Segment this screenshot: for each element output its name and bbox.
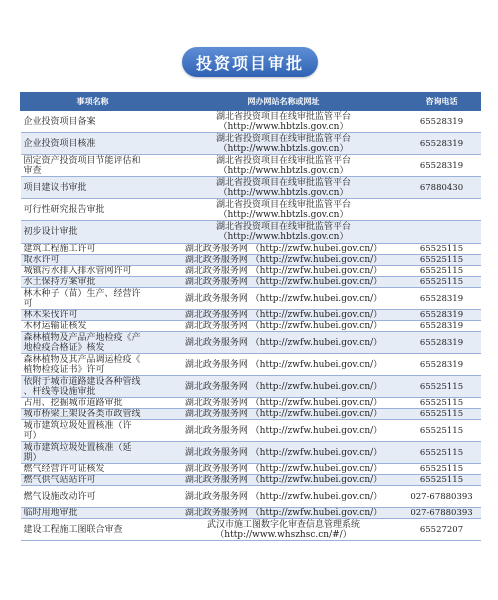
table-row bbox=[21, 332, 481, 354]
phone-cell: 65525115 bbox=[403, 475, 481, 486]
phone-cell: 65525115 bbox=[403, 442, 481, 464]
website-cell: 湖北政务服务网 （http://zwfw.hubei.gov.cn/） bbox=[165, 508, 403, 519]
table-row bbox=[21, 310, 481, 321]
table-row bbox=[21, 111, 481, 133]
website-cell: 湖北政务服务网 （http://zwfw.hubei.gov.cn/） bbox=[165, 244, 403, 255]
table-body bbox=[21, 111, 481, 541]
phone-cell bbox=[403, 199, 481, 221]
website-cell: 湖北省投资项目在线审批监管平台 （http://www.hbtzls.gov.cn） bbox=[165, 221, 403, 244]
table-row bbox=[21, 244, 481, 255]
table-row bbox=[21, 155, 481, 177]
item-name-cell: 燃气供气站站许可 bbox=[21, 475, 165, 486]
item-name-cell: 燃气设施改动许可 bbox=[21, 486, 165, 508]
table-row bbox=[21, 133, 481, 155]
phone-cell: 65525115 bbox=[403, 398, 481, 409]
website-cell: 武汉市施工图数字化审查信息管理系统 （http://www.whszhsc.cn/#/） bbox=[165, 519, 403, 541]
website-cell: 湖北政务服务网 （http://zwfw.hubei.gov.cn/） bbox=[165, 420, 403, 442]
website-cell: 湖北省投资项目在线审批监管平台 （http://www.hbtzls.gov.cn） bbox=[165, 177, 403, 199]
website-cell: 湖北省投资项目在线审批监管平台 （http://www.hbtzls.gov.cn） bbox=[165, 155, 403, 177]
table-row bbox=[21, 199, 481, 221]
phone-cell bbox=[403, 221, 481, 244]
table-row bbox=[21, 420, 481, 442]
phone-cell: 67880430 bbox=[403, 177, 481, 199]
item-name-cell: 城镇污水排入排水管网许可 bbox=[21, 266, 165, 277]
item-name-cell: 林木种子（苗）生产、经营许 可 bbox=[21, 288, 165, 310]
phone-cell: 65525115 bbox=[403, 277, 481, 288]
website-cell: 湖北政务服务网 （http://zwfw.hubei.gov.cn/） bbox=[165, 255, 403, 266]
table-row bbox=[21, 486, 481, 508]
table-row bbox=[21, 376, 481, 398]
phone-cell: 65525115 bbox=[403, 255, 481, 266]
phone-cell: 65528319 bbox=[403, 133, 481, 155]
website-cell: 湖北政务服务网 （http://zwfw.hubei.gov.cn/） bbox=[165, 376, 403, 398]
item-name-cell: 森林植物及其产品调运检疫《 植物检疫证书》许可 bbox=[21, 354, 165, 376]
website-cell: 湖北政务服务网 （http://zwfw.hubei.gov.cn/） bbox=[165, 398, 403, 409]
phone-cell: 65525115 bbox=[403, 376, 481, 398]
website-cell: 湖北政务服务网 （http://zwfw.hubei.gov.cn/） bbox=[165, 354, 403, 376]
website-cell: 湖北省投资项目在线审批监管平台 （http://www.hbtzls.gov.cn） bbox=[165, 199, 403, 221]
header-item-name: 事项名称 bbox=[21, 93, 165, 111]
table-row bbox=[21, 398, 481, 409]
item-name-cell: 城市建筑垃圾处置核准（许 可） bbox=[21, 420, 165, 442]
phone-cell: 65528319 bbox=[403, 332, 481, 354]
phone-cell: 65528319 bbox=[403, 111, 481, 133]
phone-cell: 027-67880393 bbox=[403, 508, 481, 519]
table-row bbox=[21, 508, 481, 519]
item-name-cell: 初步设计审批 bbox=[21, 221, 165, 244]
table-row bbox=[21, 475, 481, 486]
phone-cell: 65525115 bbox=[403, 464, 481, 475]
item-name-cell: 占用、挖掘城市道路审批 bbox=[21, 398, 165, 409]
table-row bbox=[21, 442, 481, 464]
table-row bbox=[21, 354, 481, 376]
table-row bbox=[21, 464, 481, 475]
item-name-cell: 城市桥梁上架设各类市政管线 bbox=[21, 409, 165, 420]
item-name-cell: 水土保持方案审批 bbox=[21, 277, 165, 288]
phone-cell: 65527207 bbox=[403, 519, 481, 541]
phone-cell: 65528319 bbox=[403, 321, 481, 332]
phone-cell: 027-67880393 bbox=[403, 486, 481, 508]
table-row bbox=[21, 409, 481, 420]
table-row bbox=[21, 277, 481, 288]
approval-table bbox=[20, 92, 481, 541]
table-row bbox=[21, 221, 481, 244]
website-cell: 湖北政务服务网 （http://zwfw.hubei.gov.cn/） bbox=[165, 409, 403, 420]
item-name-cell: 建设工程施工图联合审查 bbox=[21, 519, 165, 541]
table-row bbox=[21, 266, 481, 277]
website-cell: 湖北政务服务网 （http://zwfw.hubei.gov.cn/） bbox=[165, 310, 403, 321]
table-row bbox=[21, 519, 481, 541]
item-name-cell: 固定资产投资项目节能评估和 审查 bbox=[21, 155, 165, 177]
website-cell: 湖北政务服务网 （http://zwfw.hubei.gov.cn/） bbox=[165, 266, 403, 277]
phone-cell: 65525115 bbox=[403, 420, 481, 442]
table-row bbox=[21, 177, 481, 199]
table-row bbox=[21, 255, 481, 266]
item-name-cell: 企业投资项目备案 bbox=[21, 111, 165, 133]
phone-cell: 65528319 bbox=[403, 354, 481, 376]
website-cell: 湖北省投资项目在线审批监管平台 （http://www.hbtzls.gov.cn） bbox=[165, 133, 403, 155]
item-name-cell: 企业投资项目核准 bbox=[21, 133, 165, 155]
item-name-cell: 林木采伐许可 bbox=[21, 310, 165, 321]
item-name-cell: 森林植物及产品产地检疫《产 地检疫合格证》核发 bbox=[21, 332, 165, 354]
item-name-cell: 建筑工程施工许可 bbox=[21, 244, 165, 255]
page-title: 投资项目审批 bbox=[182, 47, 318, 77]
item-name-cell: 取水许可 bbox=[21, 255, 165, 266]
website-cell: 湖北政务服务网 （http://zwfw.hubei.gov.cn/） bbox=[165, 277, 403, 288]
phone-cell: 65525115 bbox=[403, 266, 481, 277]
phone-cell: 65528319 bbox=[403, 310, 481, 321]
item-name-cell: 燃气经营许可证核发 bbox=[21, 464, 165, 475]
item-name-cell: 可行性研究报告审批 bbox=[21, 199, 165, 221]
item-name-cell: 城市建筑垃圾处置核准（延 期） bbox=[21, 442, 165, 464]
item-name-cell: 木材运输证核发 bbox=[21, 321, 165, 332]
header-website: 网办网站名称或网址 bbox=[165, 93, 403, 111]
phone-cell: 65528319 bbox=[403, 288, 481, 310]
item-name-cell: 临时用地审批 bbox=[21, 508, 165, 519]
header-phone: 咨询电话 bbox=[403, 93, 481, 111]
item-name-cell: 依附于城市道路建设各种管线 、杆线等设施审批 bbox=[21, 376, 165, 398]
table-row bbox=[21, 288, 481, 310]
website-cell: 湖北省投资项目在线审批监管平台 （http://www.hbtzls.gov.cn） bbox=[165, 111, 403, 133]
website-cell: 湖北政务服务网 （http://zwfw.hubei.gov.cn/） bbox=[165, 475, 403, 486]
phone-cell: 65528319 bbox=[403, 155, 481, 177]
website-cell: 湖北政务服务网 （http://zwfw.hubei.gov.cn/） bbox=[165, 464, 403, 475]
website-cell: 湖北政务服务网 （http://zwfw.hubei.gov.cn/） bbox=[165, 486, 403, 508]
table-row bbox=[21, 321, 481, 332]
item-name-cell: 项目建议书审批 bbox=[21, 177, 165, 199]
website-cell: 湖北政务服务网 （http://zwfw.hubei.gov.cn/） bbox=[165, 321, 403, 332]
table-header-row bbox=[21, 93, 481, 111]
phone-cell: 65525115 bbox=[403, 244, 481, 255]
website-cell: 湖北政务服务网 （http://zwfw.hubei.gov.cn/） bbox=[165, 288, 403, 310]
phone-cell: 65525115 bbox=[403, 409, 481, 420]
website-cell: 湖北政务服务网 （http://zwfw.hubei.gov.cn/） bbox=[165, 442, 403, 464]
website-cell: 湖北政务服务网 （http://zwfw.hubei.gov.cn/） bbox=[165, 332, 403, 354]
